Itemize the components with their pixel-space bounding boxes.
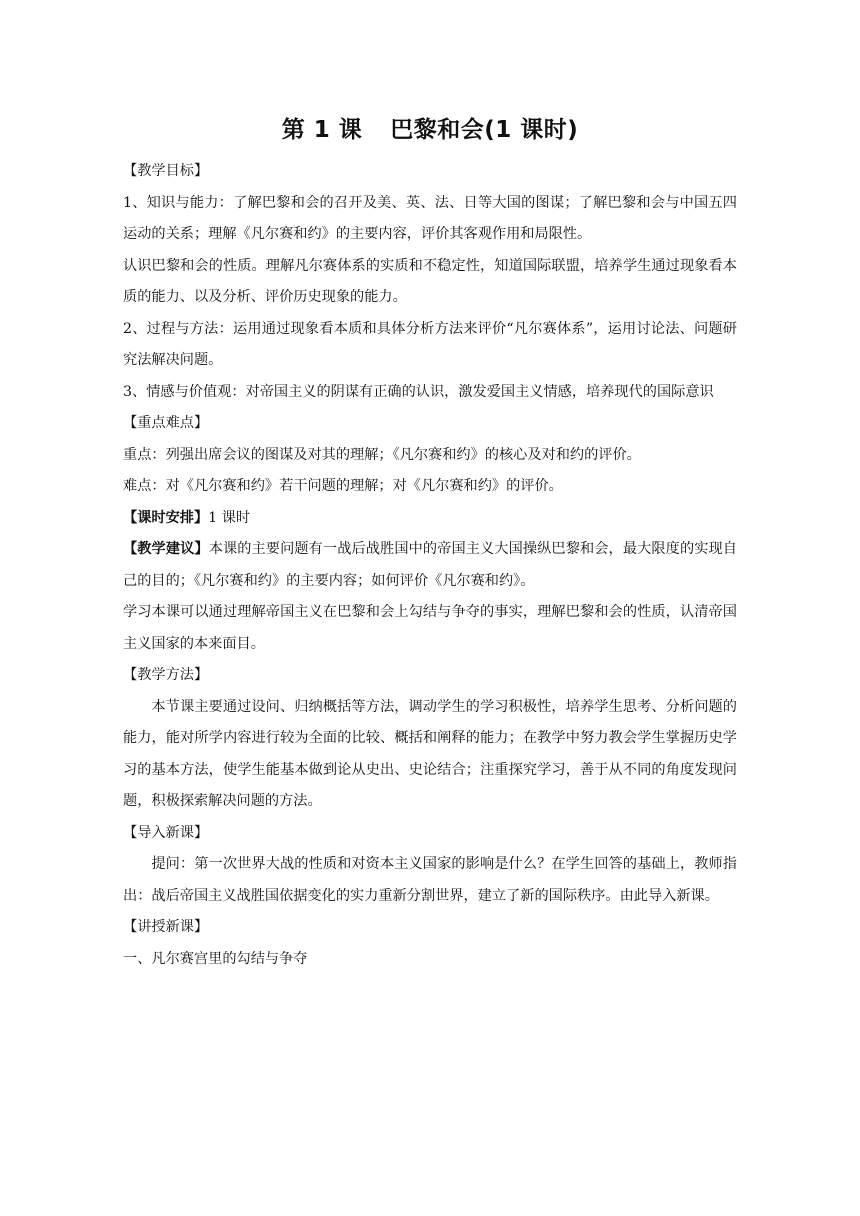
goal-process: 2、过程与方法：运用通过现象看本质和具体分析方法来评价“凡尔赛体系”，运用讨论法、问题研究法解决问题。 (123, 320, 737, 368)
schedule-line (123, 503, 737, 535)
advice-paragraph (123, 534, 737, 597)
intro-text: 提问：第一次世界大战的性质和对资本主义国家的影响是什么？在学生回答的基础上，教师指出：战后帝国主义战胜国依据变化的实力重新分割世界，建立了新的国际秩序。由此导入新课。 (123, 856, 737, 904)
intro-heading: 【导入新课】 (123, 824, 209, 841)
difficult-point: 难点：对《凡尔赛和约》若干问题的理解；对《凡尔赛和约》的评价。 (123, 478, 563, 494)
schedule-heading: 【课时安排】 (123, 509, 209, 526)
method-text: 本节课主要通过设问、归纳概括等方法，调动学生的学习积极性，培养学生思考、分析问题的能力，能对所学内容进行较为全面的比较、概括和阐释的能力；在教学中努力教会学生掌握历史学习的基本方法，使学生能基本做到论从史出、史论结合；注重探究学习，善于从不同的角度发现问题，积极探索解决问题的方法。 (123, 698, 737, 809)
keypoints-heading: 【重点难点】 (123, 415, 209, 431)
goal-knowledge-continued: 认识巴黎和会的性质。理解凡尔赛体系的实质和不稳定性，知道国际联盟，培养学生通过现象看本质的能力、以及分析、评价历史现象的能力。 (123, 257, 737, 305)
advice-heading: 【教学建议】 (123, 541, 209, 557)
lesson-number: 第 1 课 (281, 117, 363, 143)
goal-knowledge: 1、知识与能力：了解巴黎和会的召开及美、英、法、日等大国的图谋；了解巴黎和会与中国五四运动的关系；理解《凡尔赛和约》的主要内容，评价其客观作用和局限性。 (123, 194, 737, 242)
method-heading: 【教学方法】 (123, 667, 209, 683)
goal-values: 3、情感与价值观：对帝国主义的阴谋有正确的认识，激发爱国主义情感，培养现代的国际意识 (123, 383, 714, 400)
lecture-heading: 【讲授新课】 (123, 919, 209, 935)
lesson-name: 巴黎和会(1 课时) (390, 117, 579, 143)
page-title (123, 108, 737, 152)
document-body (123, 108, 737, 975)
goals-heading: 【教学目标】 (123, 163, 209, 179)
advice-text: 本课的主要问题有一战后战胜国中的帝国主义大国操纵巴黎和会，最大限度的实现自己的目的；《凡尔赛和约》的主要内容；如何评价《凡尔赛和约》。 (123, 541, 737, 589)
advice-paragraph-2: 学习本课可以通过理解帝国主义在巴黎和会上勾结与争夺的事实，理解巴黎和会的性质，认清帝国主义国家的本来面目。 (123, 604, 737, 652)
key-point: 重点：列强出席会议的图谋及对其的理解；《凡尔赛和约》的核心及对和约的评价。 (123, 446, 641, 463)
schedule-value: 1 课时 (208, 509, 251, 526)
part-one-heading: 一、凡尔赛宫里的勾结与争夺 (123, 950, 308, 967)
